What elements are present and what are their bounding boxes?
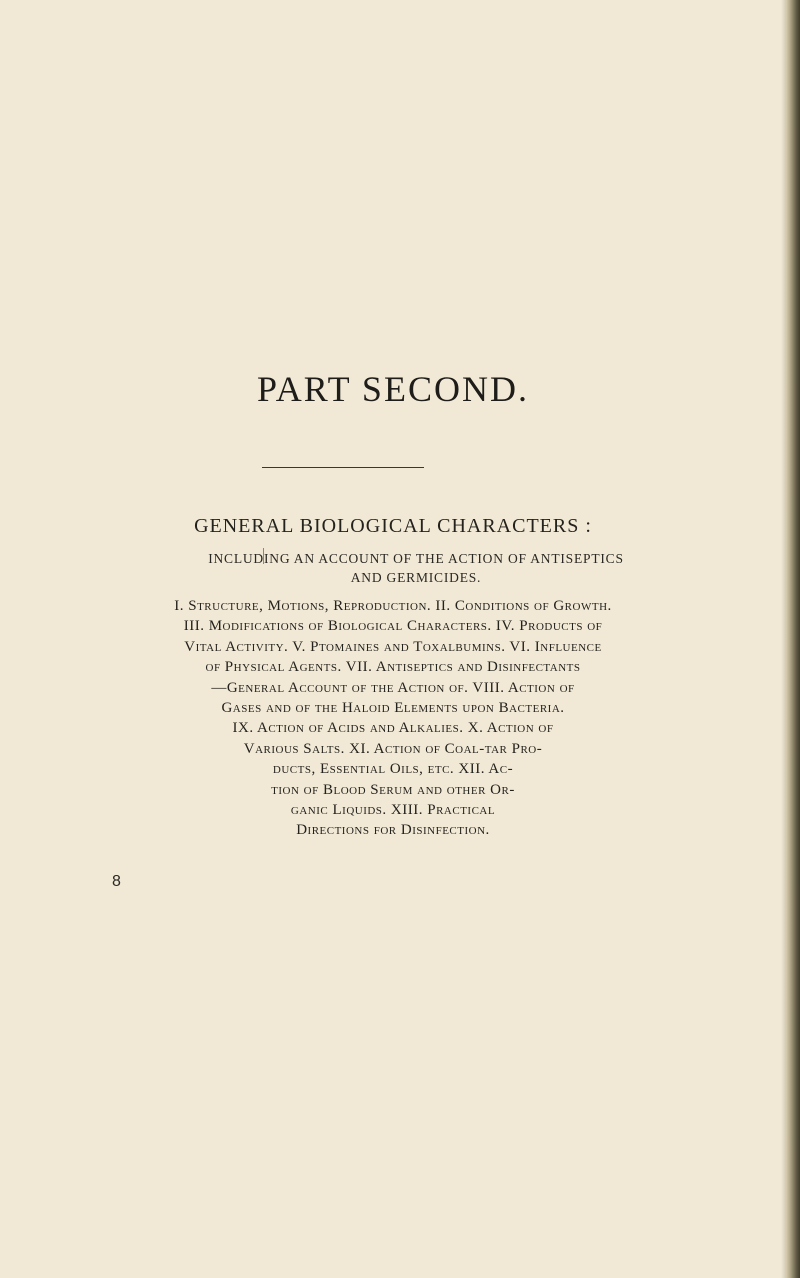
part-title: PART SECOND. [257,369,529,409]
contents-line: —General Account of the Action of. VIII. Action of [211,679,575,696]
contents-line: III. Modifications of Biological Characters. IV. Products of [183,618,603,635]
section-subtitle [208,549,624,587]
subtitle-line: AND GERMICIDES. [350,570,482,585]
book-binding-edge [786,0,800,1278]
contents-line: I. Structure, Motions, Reproduction. II. Conditions of Growth. [174,598,612,614]
contents-line: Directions for Disinfection. [296,822,490,839]
title-divider-rule [262,467,424,468]
contents-line: ganic Liquids. XIII. Practical [290,802,496,819]
contents-line: Various Salts. XI. Action of Coal-tar Pro- [243,740,543,757]
contents-line: IX. Action of Acids and Alkalies. X. Action of [232,720,554,737]
subtitle-line: INCLUDING AN ACCOUNT OF THE ACTION OF ANTISEPTICS [208,551,624,566]
page-number: 8 [112,873,121,890]
section-title: GENERAL BIOLOGICAL CHARACTERS : [194,515,592,537]
contents-line: of Physical Agents. VII. Antiseptics and Disinfectants [205,659,581,676]
chapter-contents [0,596,786,841]
contents-line: Vital Activity. V. Ptomaines and Toxalbumins. VI. Influence [184,638,602,655]
contents-line: ducts, Essential Oils, etc. XII. Ac- [272,761,514,778]
contents-line: tion of Blood Serum and other Or- [271,781,515,798]
contents-line: Gases and of the Haloid Elements upon Bacteria. [221,700,565,717]
